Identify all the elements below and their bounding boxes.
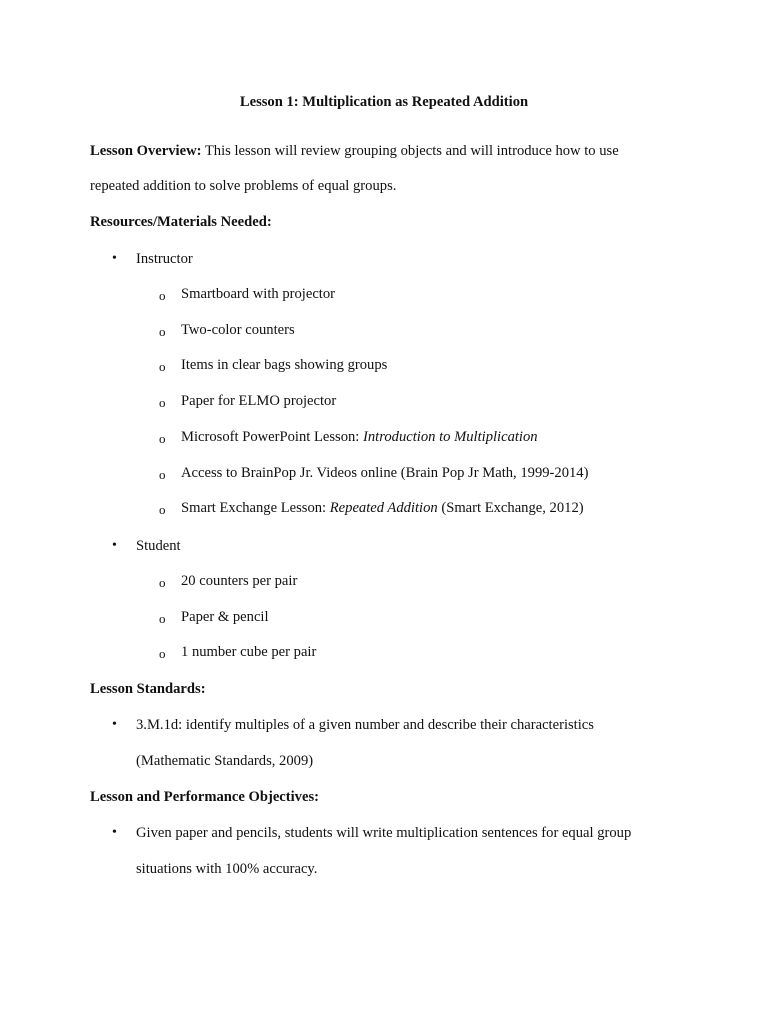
powerpoint-title: Introduction to Multiplication bbox=[363, 429, 538, 445]
instructor-item-smart-exchange bbox=[181, 499, 584, 517]
sub-bullet-icon: o bbox=[159, 324, 166, 339]
sub-bullet-icon: o bbox=[159, 288, 166, 303]
bullet-icon: • bbox=[112, 825, 117, 840]
overview-text-1: This lesson will review grouping objects and will introduce how to use bbox=[201, 143, 619, 159]
sub-bullet-icon: o bbox=[159, 395, 166, 410]
sub-bullet-icon: o bbox=[159, 575, 166, 590]
objective-item-line-1: Given paper and pencils, students will write multiplication sentences for equal group bbox=[136, 825, 632, 841]
standard-item-line-1: 3.M.1d: identify multiples of a given number and describe their characteristics bbox=[136, 717, 594, 733]
smart-suffix: (Smart Exchange, 2012) bbox=[437, 500, 584, 516]
sub-bullet-icon: o bbox=[159, 467, 166, 482]
instructor-item-powerpoint bbox=[181, 428, 538, 446]
student-item-counters: 20 counters per pair bbox=[181, 573, 298, 589]
student-item-paper: Paper & pencil bbox=[181, 609, 269, 625]
student-item-number-cube: 1 number cube per pair bbox=[181, 644, 317, 660]
resources-heading: Resources/Materials Needed: bbox=[90, 214, 272, 230]
sub-bullet-icon: o bbox=[159, 646, 166, 661]
sub-bullet-icon: o bbox=[159, 359, 166, 374]
overview-label: Lesson Overview: bbox=[90, 143, 202, 159]
overview-line-1 bbox=[90, 142, 619, 160]
sub-bullet-icon: o bbox=[159, 611, 166, 626]
instructor-label: Instructor bbox=[136, 251, 193, 267]
bullet-icon: • bbox=[112, 251, 117, 266]
student-label: Student bbox=[136, 538, 181, 554]
bullet-icon: • bbox=[112, 538, 117, 553]
standard-item-line-2: (Mathematic Standards, 2009) bbox=[136, 753, 314, 769]
objective-item-line-2: situations with 100% accuracy. bbox=[136, 861, 318, 877]
instructor-item-counters: Two-color counters bbox=[181, 322, 295, 338]
instructor-item-smartboard: Smartboard with projector bbox=[181, 286, 336, 302]
smart-prefix: Smart Exchange Lesson: bbox=[181, 500, 330, 516]
instructor-item-brainpop: Access to BrainPop Jr. Videos online (Brain Pop Jr Math, 1999-2014) bbox=[181, 465, 589, 481]
objectives-heading: Lesson and Performance Objectives: bbox=[90, 789, 319, 805]
sub-bullet-icon: o bbox=[159, 502, 166, 517]
instructor-item-paper: Paper for ELMO projector bbox=[181, 393, 337, 409]
lesson-title: Lesson 1: Multiplication as Repeated Addition bbox=[239, 94, 529, 110]
overview-line-2: repeated addition to solve problems of equal groups. bbox=[90, 178, 397, 194]
instructor-item-bags: Items in clear bags showing groups bbox=[181, 357, 388, 373]
sub-bullet-icon: o bbox=[159, 431, 166, 446]
powerpoint-prefix: Microsoft PowerPoint Lesson: bbox=[181, 429, 364, 445]
bullet-icon: • bbox=[112, 717, 117, 732]
smart-title: Repeated Addition bbox=[329, 500, 438, 516]
standards-heading: Lesson Standards: bbox=[90, 681, 206, 697]
